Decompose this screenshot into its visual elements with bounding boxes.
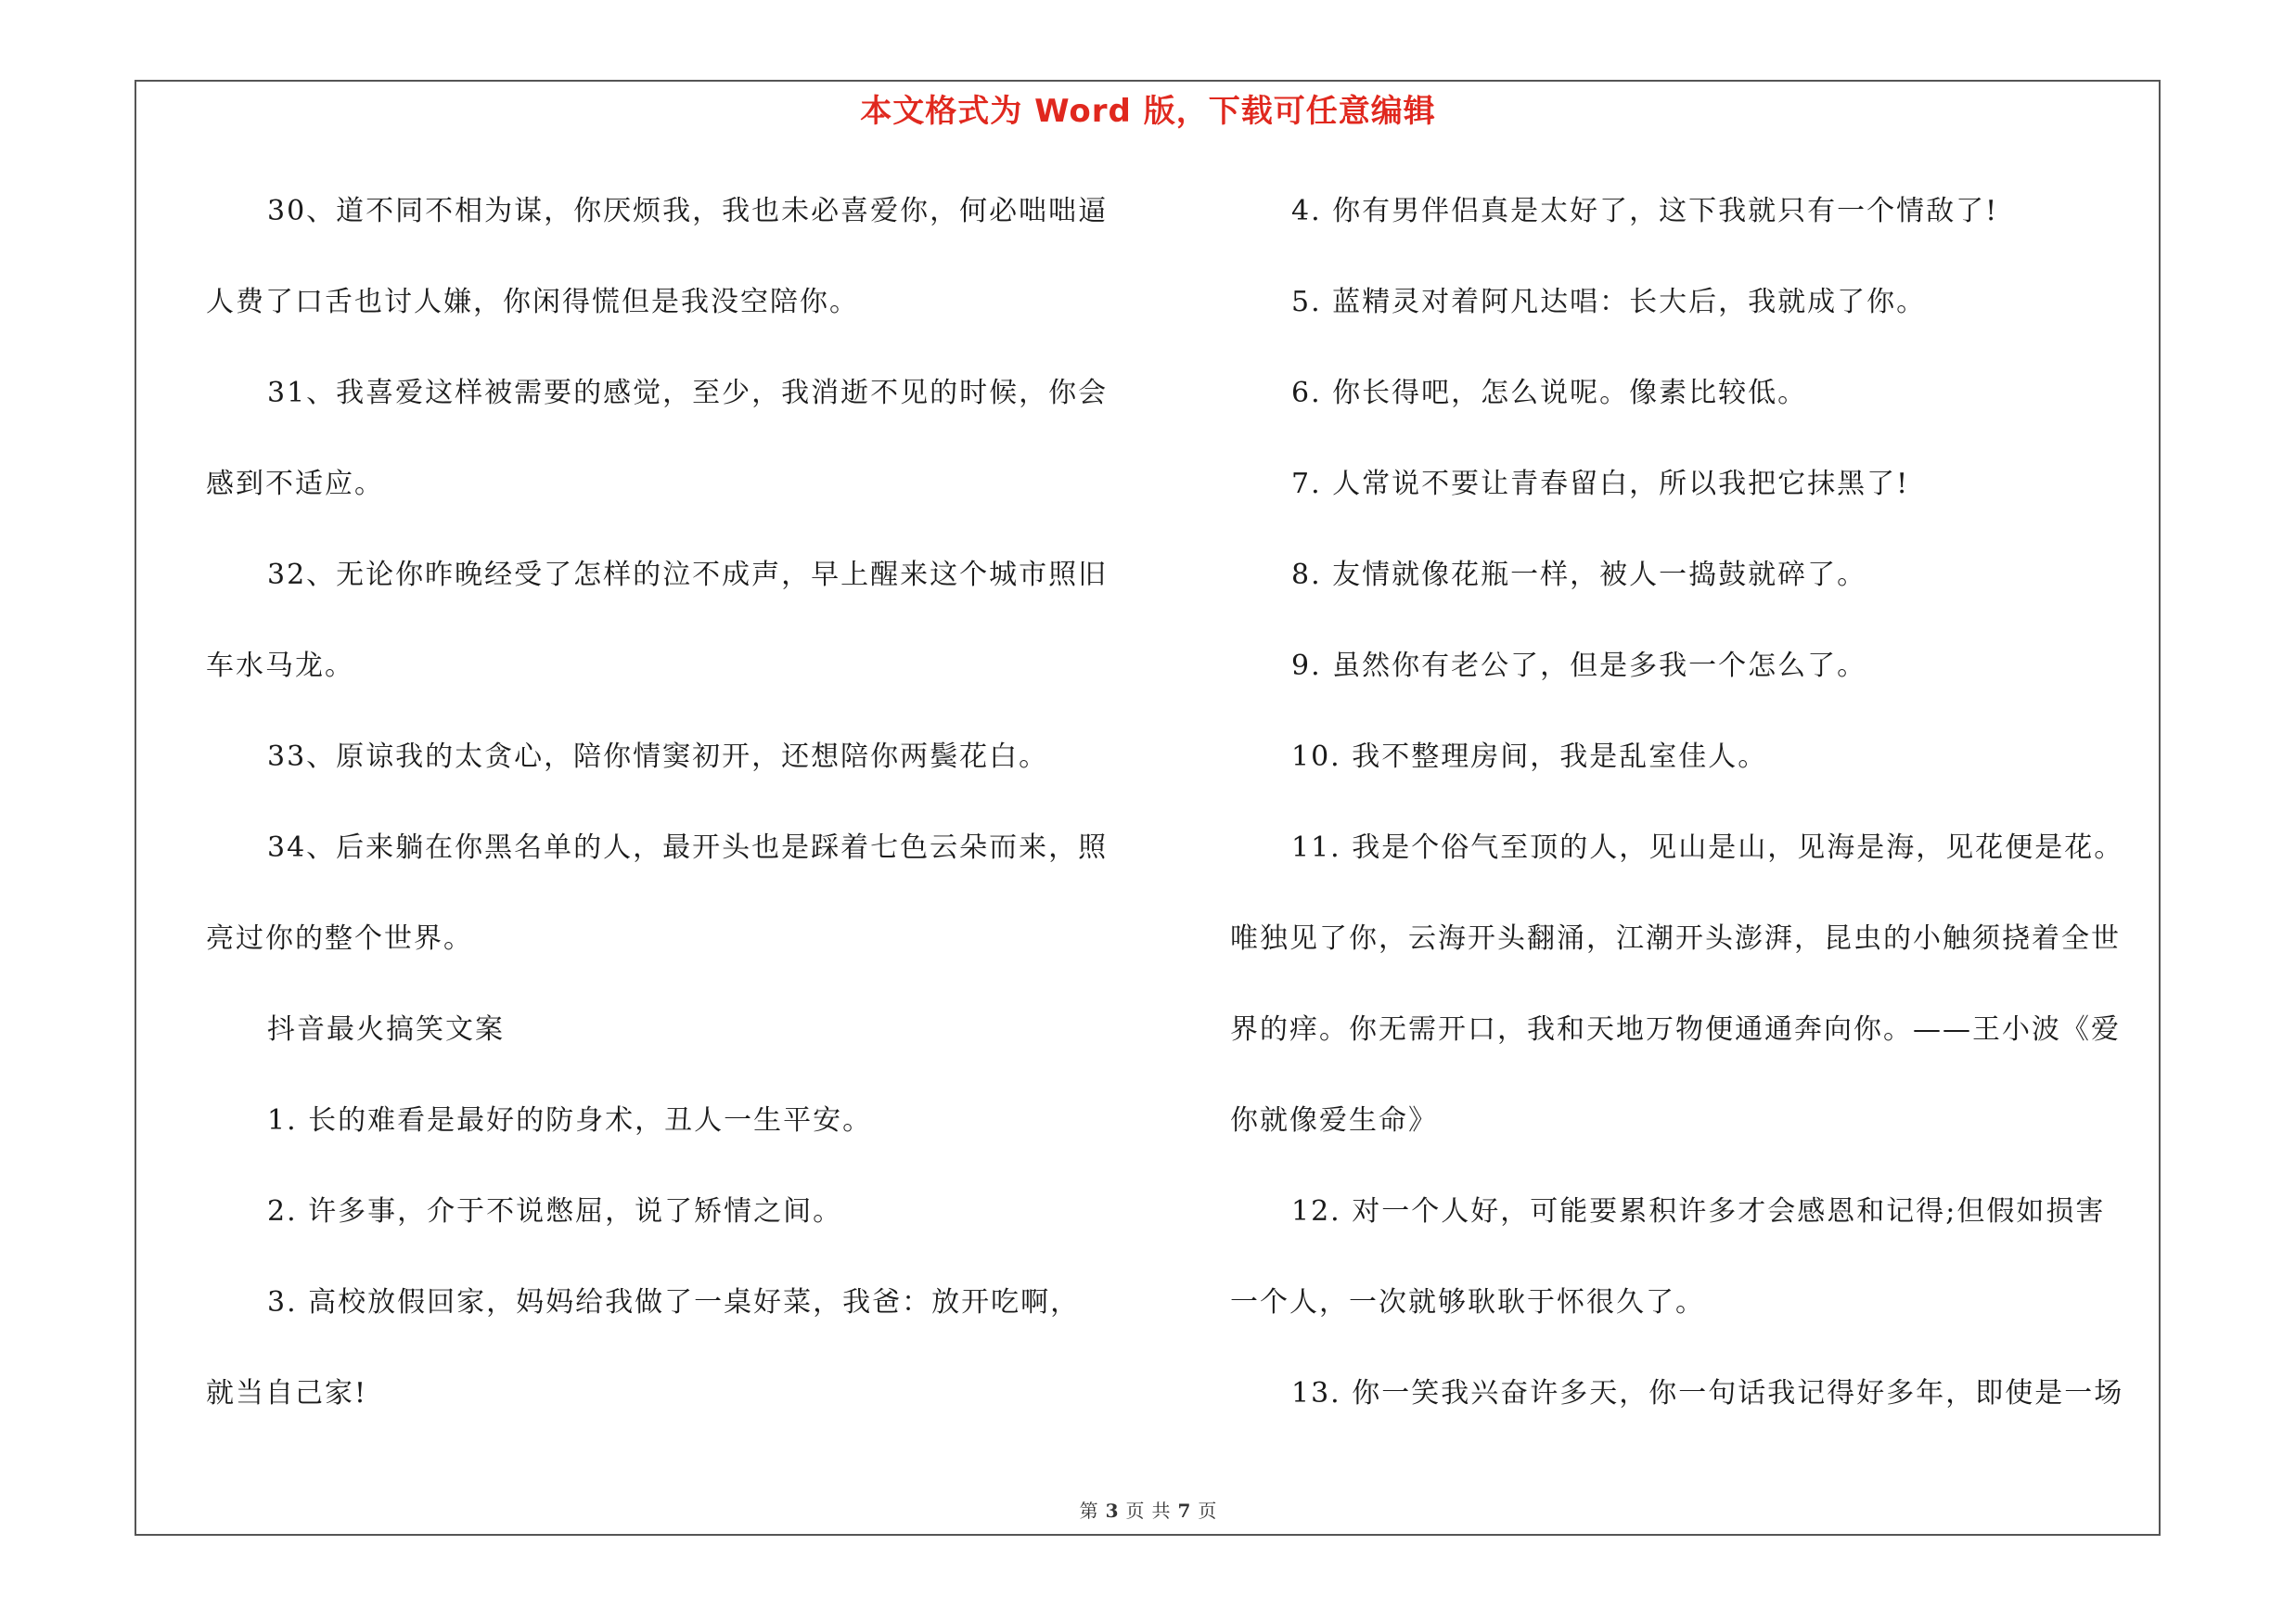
page-footer [0, 1496, 2296, 1523]
header-banner: 本文格式为 Word 版，下载可任意编辑 [860, 93, 1436, 130]
text-line: 12. 对一个人好，可能要累积许多才会感恩和记得;但假如损害 [1291, 1195, 2106, 1228]
text-line: 车水马龙。 [206, 650, 354, 682]
footer-page-word: 页 [1125, 1500, 1145, 1522]
text-line: 1. 长的难看是最好的防身术，丑人一生平安。 [267, 1104, 873, 1137]
text-line: 9. 虽然你有老公了，但是多我一个怎么了。 [1291, 650, 1867, 682]
current-page-number: 3 [1105, 1500, 1119, 1522]
text-line: 8. 友情就像花瓶一样，被人一捣鼓就碎了。 [1291, 559, 1867, 591]
text-line: 32、无论你昨晚经受了怎样的泣不成声，早上醒来这个城市照旧 [267, 559, 1109, 591]
text-line: 34、后来躺在你黑名单的人，最开头也是踩着七色云朵而来，照 [267, 831, 1109, 864]
text-line: 界的痒。你无需开口，我和天地万物便通通奔向你。——王小波《爱 [1230, 1013, 2121, 1046]
text-line: 2. 许多事，介于不说憋屈，说了矫情之间。 [267, 1195, 843, 1228]
text-line: 人费了口舌也讨人嫌，你闲得慌但是我没空陪你。 [206, 286, 859, 318]
text-line: 一个人，一次就够耿耿于怀很久了。 [1230, 1286, 1705, 1319]
text-line: 3. 高校放假回家，妈妈给我做了一桌好菜，我爸：放开吃啊， [267, 1286, 1081, 1319]
text-line: 7. 人常说不要让青春留白，所以我把它抹黑了! [1291, 468, 1910, 500]
text-line: 5. 蓝精灵对着阿凡达唱：长大后，我就成了你。 [1291, 286, 1927, 318]
text-line: 11. 我是个俗气至顶的人，见山是山，见海是海，见花便是花。 [1291, 831, 2124, 864]
text-line: 10. 我不整理房间，我是乱室佳人。 [1291, 741, 1768, 773]
text-line: 唯独见了你，云海开头翻涌，江潮开头澎湃，昆虫的小触须挠着全世 [1230, 922, 2121, 955]
text-line: 亮过你的整个世界。 [206, 922, 473, 955]
text-line: 你就像爱生命》 [1230, 1104, 1438, 1137]
text-line: 就当自己家! [206, 1377, 368, 1410]
footer-prefix: 第 [1079, 1500, 1098, 1522]
text-line: 4. 你有男伴侣真是太好了，这下我就只有一个情敌了! [1291, 195, 1999, 227]
total-page-number: 7 [1177, 1500, 1191, 1522]
text-line: 6. 你长得吧，怎么说呢。像素比较低。 [1291, 377, 1808, 409]
text-line: 13. 你一笑我兴奋许多天，你一句话我记得好多年，即使是一场 [1291, 1377, 2124, 1410]
footer-total-word: 共 [1151, 1500, 1171, 1522]
footer-suffix: 页 [1198, 1500, 1217, 1522]
text-line: 抖音最火搞笑文案 [267, 1013, 505, 1046]
text-line: 33、原谅我的太贪心，陪你情窦初开，还想陪你两鬓花白。 [267, 741, 1049, 773]
text-line: 感到不适应。 [206, 468, 384, 500]
text-line: 30、道不同不相为谋，你厌烦我，我也未必喜爱你，何必咄咄逼 [267, 195, 1109, 227]
text-line: 31、我喜爱这样被需要的感觉，至少，我消逝不见的时候，你会 [267, 377, 1109, 409]
